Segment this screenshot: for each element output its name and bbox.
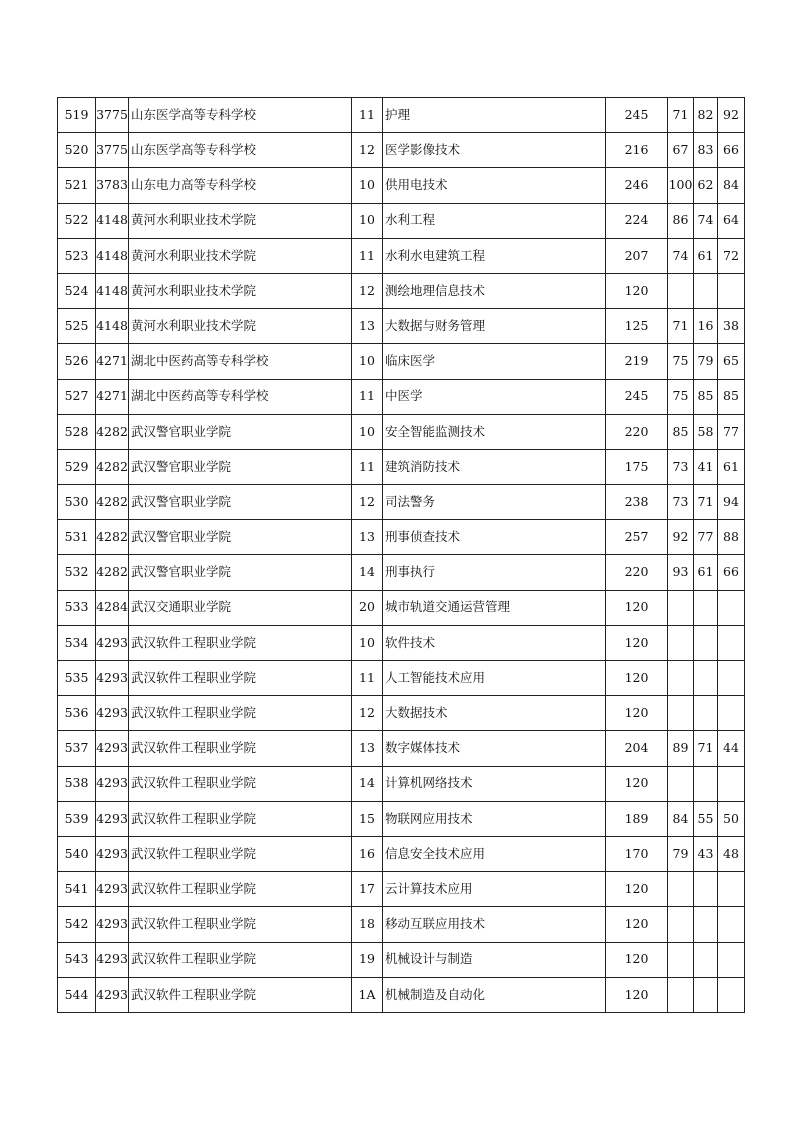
major-code-cell: 19 [352, 942, 383, 977]
major-name-cell: 刑事执行 [383, 555, 606, 590]
row-seq-cell: 527 [58, 379, 96, 414]
subject-score-2-cell: 85 [694, 379, 718, 414]
school-code-cell: 4282 [96, 555, 129, 590]
row-seq-cell: 535 [58, 661, 96, 696]
school-code-cell: 4293 [96, 801, 129, 836]
total-score-cell: 120 [606, 661, 668, 696]
total-score-cell: 120 [606, 696, 668, 731]
table-row [58, 449, 745, 484]
major-code-cell: 1A [352, 977, 383, 1012]
table-row [58, 696, 745, 731]
table-row [58, 907, 745, 942]
major-code-cell: 13 [352, 520, 383, 555]
table-row [58, 344, 745, 379]
major-name-cell: 临床医学 [383, 344, 606, 379]
total-score-cell: 238 [606, 485, 668, 520]
table-row [58, 238, 745, 273]
total-score-cell: 120 [606, 590, 668, 625]
school-name-cell: 武汉警官职业学院 [129, 520, 352, 555]
subject-score-3-cell: 38 [718, 309, 745, 344]
table-row [58, 977, 745, 1012]
table-row [58, 801, 745, 836]
major-name-cell: 移动互联应用技术 [383, 907, 606, 942]
subject-score-3-cell [718, 766, 745, 801]
major-code-cell: 13 [352, 309, 383, 344]
subject-score-2-cell [694, 696, 718, 731]
subject-score-2-cell [694, 766, 718, 801]
row-seq-cell: 541 [58, 872, 96, 907]
school-name-cell: 武汉警官职业学院 [129, 485, 352, 520]
school-code-cell: 3783 [96, 168, 129, 203]
subject-score-2-cell: 16 [694, 309, 718, 344]
subject-score-1-cell [668, 766, 694, 801]
subject-score-2-cell [694, 273, 718, 308]
major-name-cell: 城市轨道交通运营管理 [383, 590, 606, 625]
total-score-cell: 175 [606, 449, 668, 484]
subject-score-3-cell [718, 907, 745, 942]
total-score-cell: 245 [606, 98, 668, 133]
subject-score-3-cell [718, 696, 745, 731]
row-seq-cell: 537 [58, 731, 96, 766]
table-row [58, 203, 745, 238]
subject-score-2-cell [694, 625, 718, 660]
subject-score-3-cell: 50 [718, 801, 745, 836]
school-code-cell: 4282 [96, 520, 129, 555]
row-seq-cell: 524 [58, 273, 96, 308]
subject-score-3-cell [718, 661, 745, 696]
school-code-cell: 4148 [96, 203, 129, 238]
subject-score-1-cell: 73 [668, 449, 694, 484]
school-code-cell: 3775 [96, 98, 129, 133]
school-code-cell: 4271 [96, 344, 129, 379]
school-code-cell: 4293 [96, 625, 129, 660]
school-name-cell: 黄河水利职业技术学院 [129, 238, 352, 273]
subject-score-1-cell: 92 [668, 520, 694, 555]
subject-score-2-cell: 41 [694, 449, 718, 484]
school-name-cell: 山东电力高等专科学校 [129, 168, 352, 203]
table-row [58, 273, 745, 308]
total-score-cell: 220 [606, 414, 668, 449]
subject-score-2-cell: 61 [694, 555, 718, 590]
major-name-cell: 人工智能技术应用 [383, 661, 606, 696]
table-row [58, 872, 745, 907]
school-code-cell: 4148 [96, 238, 129, 273]
major-code-cell: 11 [352, 238, 383, 273]
school-name-cell: 武汉软件工程职业学院 [129, 942, 352, 977]
subject-score-1-cell: 71 [668, 98, 694, 133]
major-name-cell: 机械制造及自动化 [383, 977, 606, 1012]
total-score-cell: 257 [606, 520, 668, 555]
school-code-cell: 4148 [96, 273, 129, 308]
major-name-cell: 水利工程 [383, 203, 606, 238]
table-row [58, 836, 745, 871]
subject-score-3-cell: 84 [718, 168, 745, 203]
total-score-cell: 125 [606, 309, 668, 344]
subject-score-1-cell [668, 977, 694, 1012]
total-score-cell: 216 [606, 133, 668, 168]
total-score-cell: 204 [606, 731, 668, 766]
school-name-cell: 武汉软件工程职业学院 [129, 661, 352, 696]
subject-score-1-cell [668, 696, 694, 731]
row-seq-cell: 534 [58, 625, 96, 660]
total-score-cell: 219 [606, 344, 668, 379]
table-row [58, 309, 745, 344]
row-seq-cell: 528 [58, 414, 96, 449]
table-row [58, 414, 745, 449]
row-seq-cell: 538 [58, 766, 96, 801]
major-name-cell: 机械设计与制造 [383, 942, 606, 977]
table-row [58, 731, 745, 766]
major-name-cell: 测绘地理信息技术 [383, 273, 606, 308]
subject-score-1-cell [668, 273, 694, 308]
major-code-cell: 10 [352, 168, 383, 203]
subject-score-3-cell: 72 [718, 238, 745, 273]
subject-score-2-cell: 61 [694, 238, 718, 273]
subject-score-1-cell: 67 [668, 133, 694, 168]
major-name-cell: 计算机网络技术 [383, 766, 606, 801]
subject-score-3-cell [718, 273, 745, 308]
subject-score-3-cell [718, 977, 745, 1012]
school-code-cell: 4293 [96, 696, 129, 731]
row-seq-cell: 543 [58, 942, 96, 977]
subject-score-2-cell: 55 [694, 801, 718, 836]
school-code-cell: 3775 [96, 133, 129, 168]
subject-score-3-cell [718, 590, 745, 625]
subject-score-1-cell: 93 [668, 555, 694, 590]
major-name-cell: 供用电技术 [383, 168, 606, 203]
subject-score-2-cell: 43 [694, 836, 718, 871]
table-row [58, 133, 745, 168]
major-code-cell: 15 [352, 801, 383, 836]
school-name-cell: 武汉软件工程职业学院 [129, 977, 352, 1012]
row-seq-cell: 522 [58, 203, 96, 238]
subject-score-2-cell [694, 907, 718, 942]
major-code-cell: 17 [352, 872, 383, 907]
row-seq-cell: 523 [58, 238, 96, 273]
school-name-cell: 湖北中医药高等专科学校 [129, 344, 352, 379]
subject-score-1-cell: 73 [668, 485, 694, 520]
total-score-cell: 120 [606, 977, 668, 1012]
row-seq-cell: 520 [58, 133, 96, 168]
row-seq-cell: 542 [58, 907, 96, 942]
subject-score-2-cell: 82 [694, 98, 718, 133]
table-row [58, 168, 745, 203]
subject-score-1-cell [668, 907, 694, 942]
row-seq-cell: 544 [58, 977, 96, 1012]
subject-score-2-cell: 71 [694, 485, 718, 520]
subject-score-1-cell: 86 [668, 203, 694, 238]
major-code-cell: 13 [352, 731, 383, 766]
major-code-cell: 12 [352, 273, 383, 308]
subject-score-3-cell: 85 [718, 379, 745, 414]
major-code-cell: 11 [352, 379, 383, 414]
subject-score-1-cell: 79 [668, 836, 694, 871]
subject-score-3-cell: 65 [718, 344, 745, 379]
major-code-cell: 10 [352, 203, 383, 238]
school-code-cell: 4282 [96, 414, 129, 449]
row-seq-cell: 540 [58, 836, 96, 871]
row-seq-cell: 529 [58, 449, 96, 484]
major-name-cell: 云计算技术应用 [383, 872, 606, 907]
major-code-cell: 18 [352, 907, 383, 942]
total-score-cell: 246 [606, 168, 668, 203]
subject-score-3-cell: 66 [718, 555, 745, 590]
school-name-cell: 湖北中医药高等专科学校 [129, 379, 352, 414]
table-row [58, 520, 745, 555]
major-code-cell: 12 [352, 133, 383, 168]
school-name-cell: 武汉警官职业学院 [129, 414, 352, 449]
subject-score-3-cell: 44 [718, 731, 745, 766]
subject-score-3-cell [718, 625, 745, 660]
school-code-cell: 4293 [96, 872, 129, 907]
total-score-cell: 245 [606, 379, 668, 414]
subject-score-1-cell [668, 625, 694, 660]
school-name-cell: 武汉软件工程职业学院 [129, 766, 352, 801]
subject-score-1-cell: 89 [668, 731, 694, 766]
total-score-cell: 224 [606, 203, 668, 238]
row-seq-cell: 519 [58, 98, 96, 133]
school-code-cell: 4293 [96, 942, 129, 977]
subject-score-2-cell: 83 [694, 133, 718, 168]
total-score-cell: 120 [606, 273, 668, 308]
subject-score-3-cell: 48 [718, 836, 745, 871]
major-name-cell: 大数据与财务管理 [383, 309, 606, 344]
row-seq-cell: 532 [58, 555, 96, 590]
subject-score-3-cell: 77 [718, 414, 745, 449]
subject-score-2-cell: 79 [694, 344, 718, 379]
subject-score-1-cell [668, 872, 694, 907]
major-code-cell: 10 [352, 344, 383, 379]
school-name-cell: 武汉软件工程职业学院 [129, 836, 352, 871]
total-score-cell: 207 [606, 238, 668, 273]
subject-score-3-cell: 61 [718, 449, 745, 484]
total-score-cell: 220 [606, 555, 668, 590]
major-name-cell: 护理 [383, 98, 606, 133]
total-score-cell: 189 [606, 801, 668, 836]
total-score-cell: 120 [606, 872, 668, 907]
school-name-cell: 武汉软件工程职业学院 [129, 696, 352, 731]
table-row [58, 485, 745, 520]
major-code-cell: 11 [352, 98, 383, 133]
major-code-cell: 10 [352, 414, 383, 449]
subject-score-2-cell: 62 [694, 168, 718, 203]
school-name-cell: 黄河水利职业技术学院 [129, 203, 352, 238]
major-name-cell: 安全智能监测技术 [383, 414, 606, 449]
school-name-cell: 山东医学高等专科学校 [129, 133, 352, 168]
total-score-cell: 120 [606, 907, 668, 942]
major-code-cell: 12 [352, 485, 383, 520]
total-score-cell: 170 [606, 836, 668, 871]
table-row [58, 555, 745, 590]
school-name-cell: 山东医学高等专科学校 [129, 98, 352, 133]
school-name-cell: 武汉软件工程职业学院 [129, 872, 352, 907]
major-code-cell: 10 [352, 625, 383, 660]
subject-score-2-cell: 71 [694, 731, 718, 766]
subject-score-3-cell: 88 [718, 520, 745, 555]
subject-score-3-cell: 64 [718, 203, 745, 238]
school-code-cell: 4282 [96, 449, 129, 484]
row-seq-cell: 536 [58, 696, 96, 731]
subject-score-1-cell: 75 [668, 379, 694, 414]
table-row [58, 661, 745, 696]
admission-score-table [57, 97, 745, 1013]
school-name-cell: 武汉交通职业学院 [129, 590, 352, 625]
table-body [58, 98, 745, 1013]
total-score-cell: 120 [606, 766, 668, 801]
major-code-cell: 14 [352, 555, 383, 590]
subject-score-1-cell [668, 661, 694, 696]
major-code-cell: 14 [352, 766, 383, 801]
school-code-cell: 4293 [96, 836, 129, 871]
school-name-cell: 武汉软件工程职业学院 [129, 801, 352, 836]
major-name-cell: 司法警务 [383, 485, 606, 520]
school-code-cell: 4282 [96, 485, 129, 520]
table-row [58, 590, 745, 625]
subject-score-2-cell [694, 977, 718, 1012]
major-name-cell: 数字媒体技术 [383, 731, 606, 766]
subject-score-3-cell [718, 942, 745, 977]
subject-score-2-cell: 74 [694, 203, 718, 238]
subject-score-1-cell: 75 [668, 344, 694, 379]
subject-score-1-cell [668, 590, 694, 625]
row-seq-cell: 539 [58, 801, 96, 836]
major-name-cell: 软件技术 [383, 625, 606, 660]
school-name-cell: 武汉软件工程职业学院 [129, 907, 352, 942]
total-score-cell: 120 [606, 942, 668, 977]
subject-score-1-cell: 85 [668, 414, 694, 449]
subject-score-3-cell: 94 [718, 485, 745, 520]
table-row [58, 766, 745, 801]
school-code-cell: 4293 [96, 977, 129, 1012]
row-seq-cell: 521 [58, 168, 96, 203]
subject-score-2-cell [694, 661, 718, 696]
table-row [58, 98, 745, 133]
major-name-cell: 信息安全技术应用 [383, 836, 606, 871]
major-name-cell: 医学影像技术 [383, 133, 606, 168]
table-row [58, 942, 745, 977]
subject-score-2-cell: 77 [694, 520, 718, 555]
subject-score-2-cell [694, 872, 718, 907]
school-name-cell: 黄河水利职业技术学院 [129, 273, 352, 308]
subject-score-2-cell [694, 942, 718, 977]
major-code-cell: 12 [352, 696, 383, 731]
major-name-cell: 大数据技术 [383, 696, 606, 731]
major-name-cell: 物联网应用技术 [383, 801, 606, 836]
school-code-cell: 4293 [96, 731, 129, 766]
row-seq-cell: 530 [58, 485, 96, 520]
subject-score-2-cell [694, 590, 718, 625]
major-code-cell: 20 [352, 590, 383, 625]
row-seq-cell: 525 [58, 309, 96, 344]
major-name-cell: 水利水电建筑工程 [383, 238, 606, 273]
subject-score-3-cell: 92 [718, 98, 745, 133]
major-code-cell: 11 [352, 661, 383, 696]
school-code-cell: 4148 [96, 309, 129, 344]
school-code-cell: 4271 [96, 379, 129, 414]
row-seq-cell: 533 [58, 590, 96, 625]
school-code-cell: 4293 [96, 661, 129, 696]
school-name-cell: 黄河水利职业技术学院 [129, 309, 352, 344]
school-name-cell: 武汉警官职业学院 [129, 555, 352, 590]
school-code-cell: 4293 [96, 766, 129, 801]
subject-score-2-cell: 58 [694, 414, 718, 449]
table-row [58, 379, 745, 414]
subject-score-3-cell: 66 [718, 133, 745, 168]
table-row [58, 625, 745, 660]
major-code-cell: 11 [352, 449, 383, 484]
school-name-cell: 武汉软件工程职业学院 [129, 625, 352, 660]
major-name-cell: 中医学 [383, 379, 606, 414]
major-code-cell: 16 [352, 836, 383, 871]
subject-score-1-cell: 71 [668, 309, 694, 344]
major-name-cell: 建筑消防技术 [383, 449, 606, 484]
school-name-cell: 武汉警官职业学院 [129, 449, 352, 484]
row-seq-cell: 531 [58, 520, 96, 555]
subject-score-1-cell: 100 [668, 168, 694, 203]
subject-score-1-cell: 74 [668, 238, 694, 273]
school-code-cell: 4284 [96, 590, 129, 625]
school-code-cell: 4293 [96, 907, 129, 942]
subject-score-1-cell: 84 [668, 801, 694, 836]
subject-score-1-cell [668, 942, 694, 977]
row-seq-cell: 526 [58, 344, 96, 379]
school-name-cell: 武汉软件工程职业学院 [129, 731, 352, 766]
subject-score-3-cell [718, 872, 745, 907]
total-score-cell: 120 [606, 625, 668, 660]
major-name-cell: 刑事侦查技术 [383, 520, 606, 555]
